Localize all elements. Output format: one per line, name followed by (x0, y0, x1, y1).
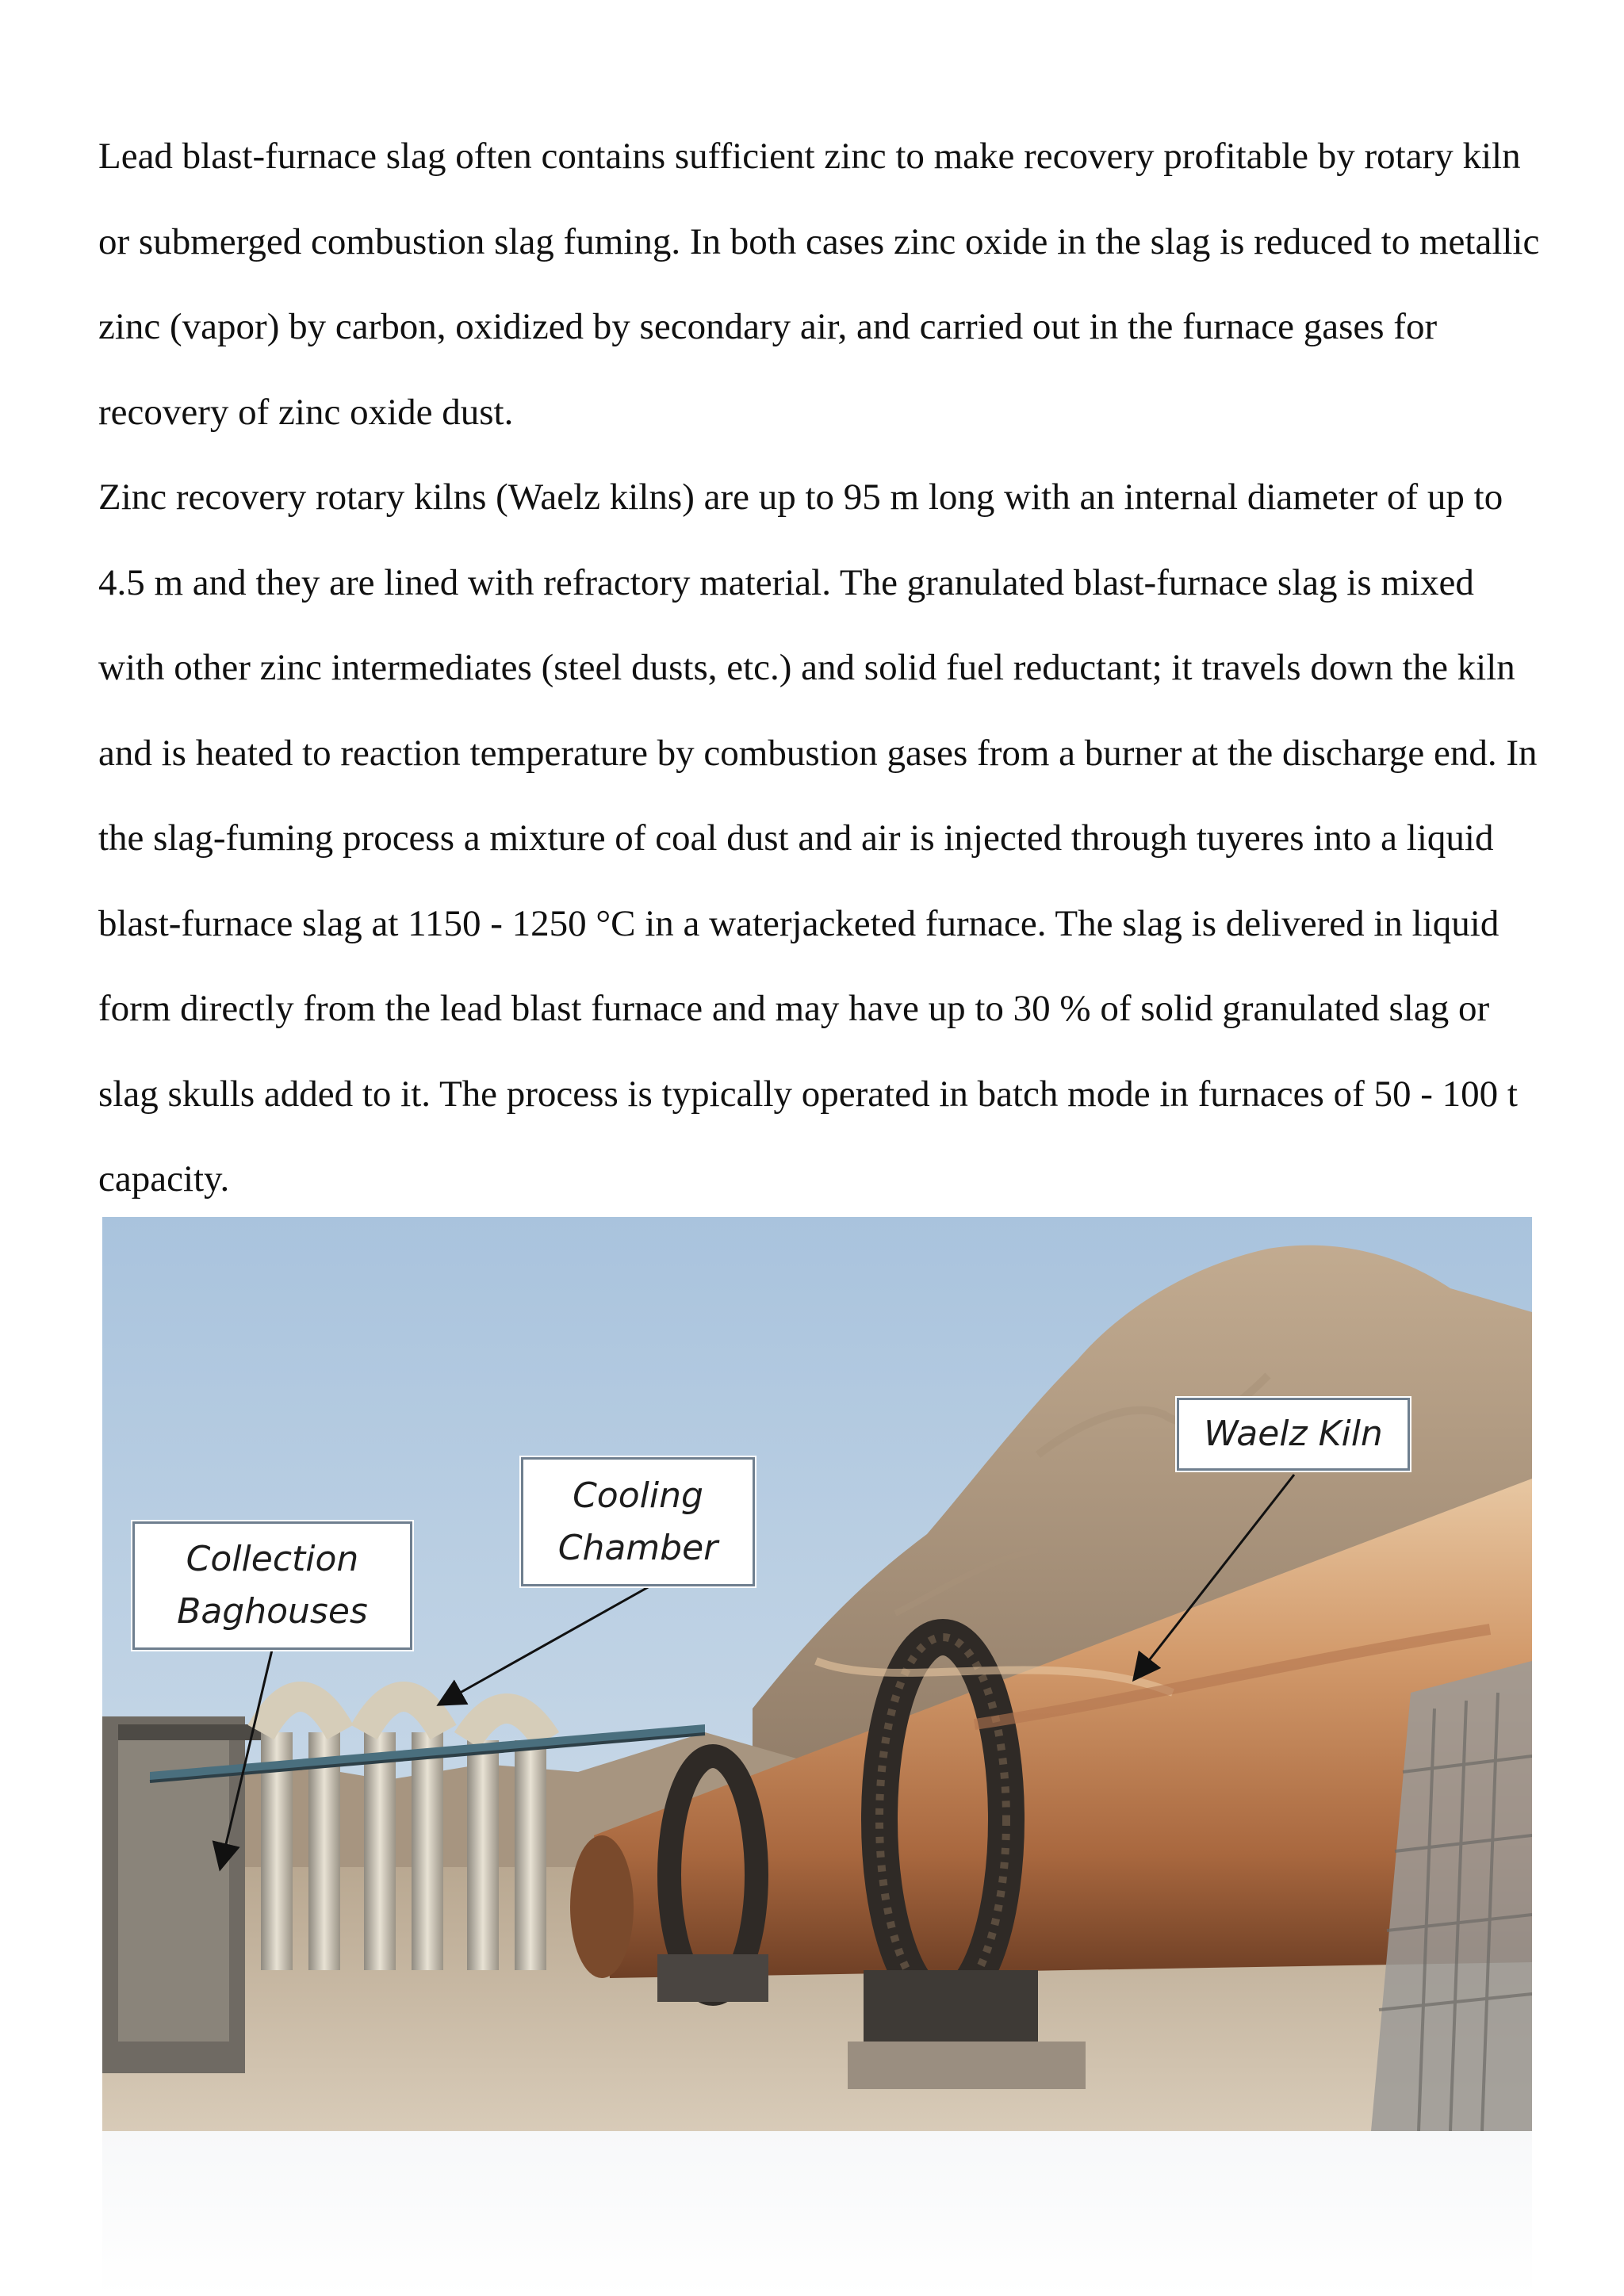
collection-baghouses-label-line2: Baghouses (177, 1591, 368, 1632)
waelz-kiln-callout (1177, 1398, 1410, 1471)
paragraph-slag-fuming-intro: Lead blast-furnace slag often contains sufficient zinc to make recovery profitable by rotary kiln or submerged combustion slag fuming. In both cases zinc oxide in the slag is reduced to metallic zinc (vapor) by carbon, oxidized by secondary air, and carried out in the furnace gases for recovery of zinc oxide dust. (98, 136, 1540, 433)
cooling-chamber-label-line1: Cooling (573, 1475, 703, 1516)
page-bottom-background (102, 2131, 1532, 2296)
paragraph-waelz-kilns: Zinc recovery rotary kilns (Waelz kilns) are up to 95 m long with an internal diameter of up to 4.5 m and they are lined with refractory material. The granulated blast-furnace slag is mixed with other zinc intermediates (steel dusts, etc.) and solid fuel reductant; it travels down the kiln and is heated to reaction temperature by combustion gases from a burner at the discharge end. In the slag-fuming process a mixture of coal dust and air is injected through tuyeres into a liquid blast-furnace slag at 1150 - 1250 °C in a waterjacketed furnace. The slag is delivered in liquid form directly from the lead blast furnace and may have up to 30 % of solid granulated slag or slag skulls added to it. The process is typically operated in batch mode in furnaces of 50 - 100 t capacity. (98, 476, 1538, 1200)
collection-baghouses-callout (132, 1521, 412, 1650)
waelz-kiln-photo (102, 1217, 1532, 2131)
waelz-kiln-label: Waelz Kiln (1204, 1414, 1383, 1454)
cooling-chamber-callout (521, 1457, 755, 1586)
body-text (98, 114, 1542, 1223)
cooling-chamber-label-line2: Chamber (557, 1527, 718, 1568)
collection-baghouses-label-line1: Collection (186, 1539, 359, 1579)
